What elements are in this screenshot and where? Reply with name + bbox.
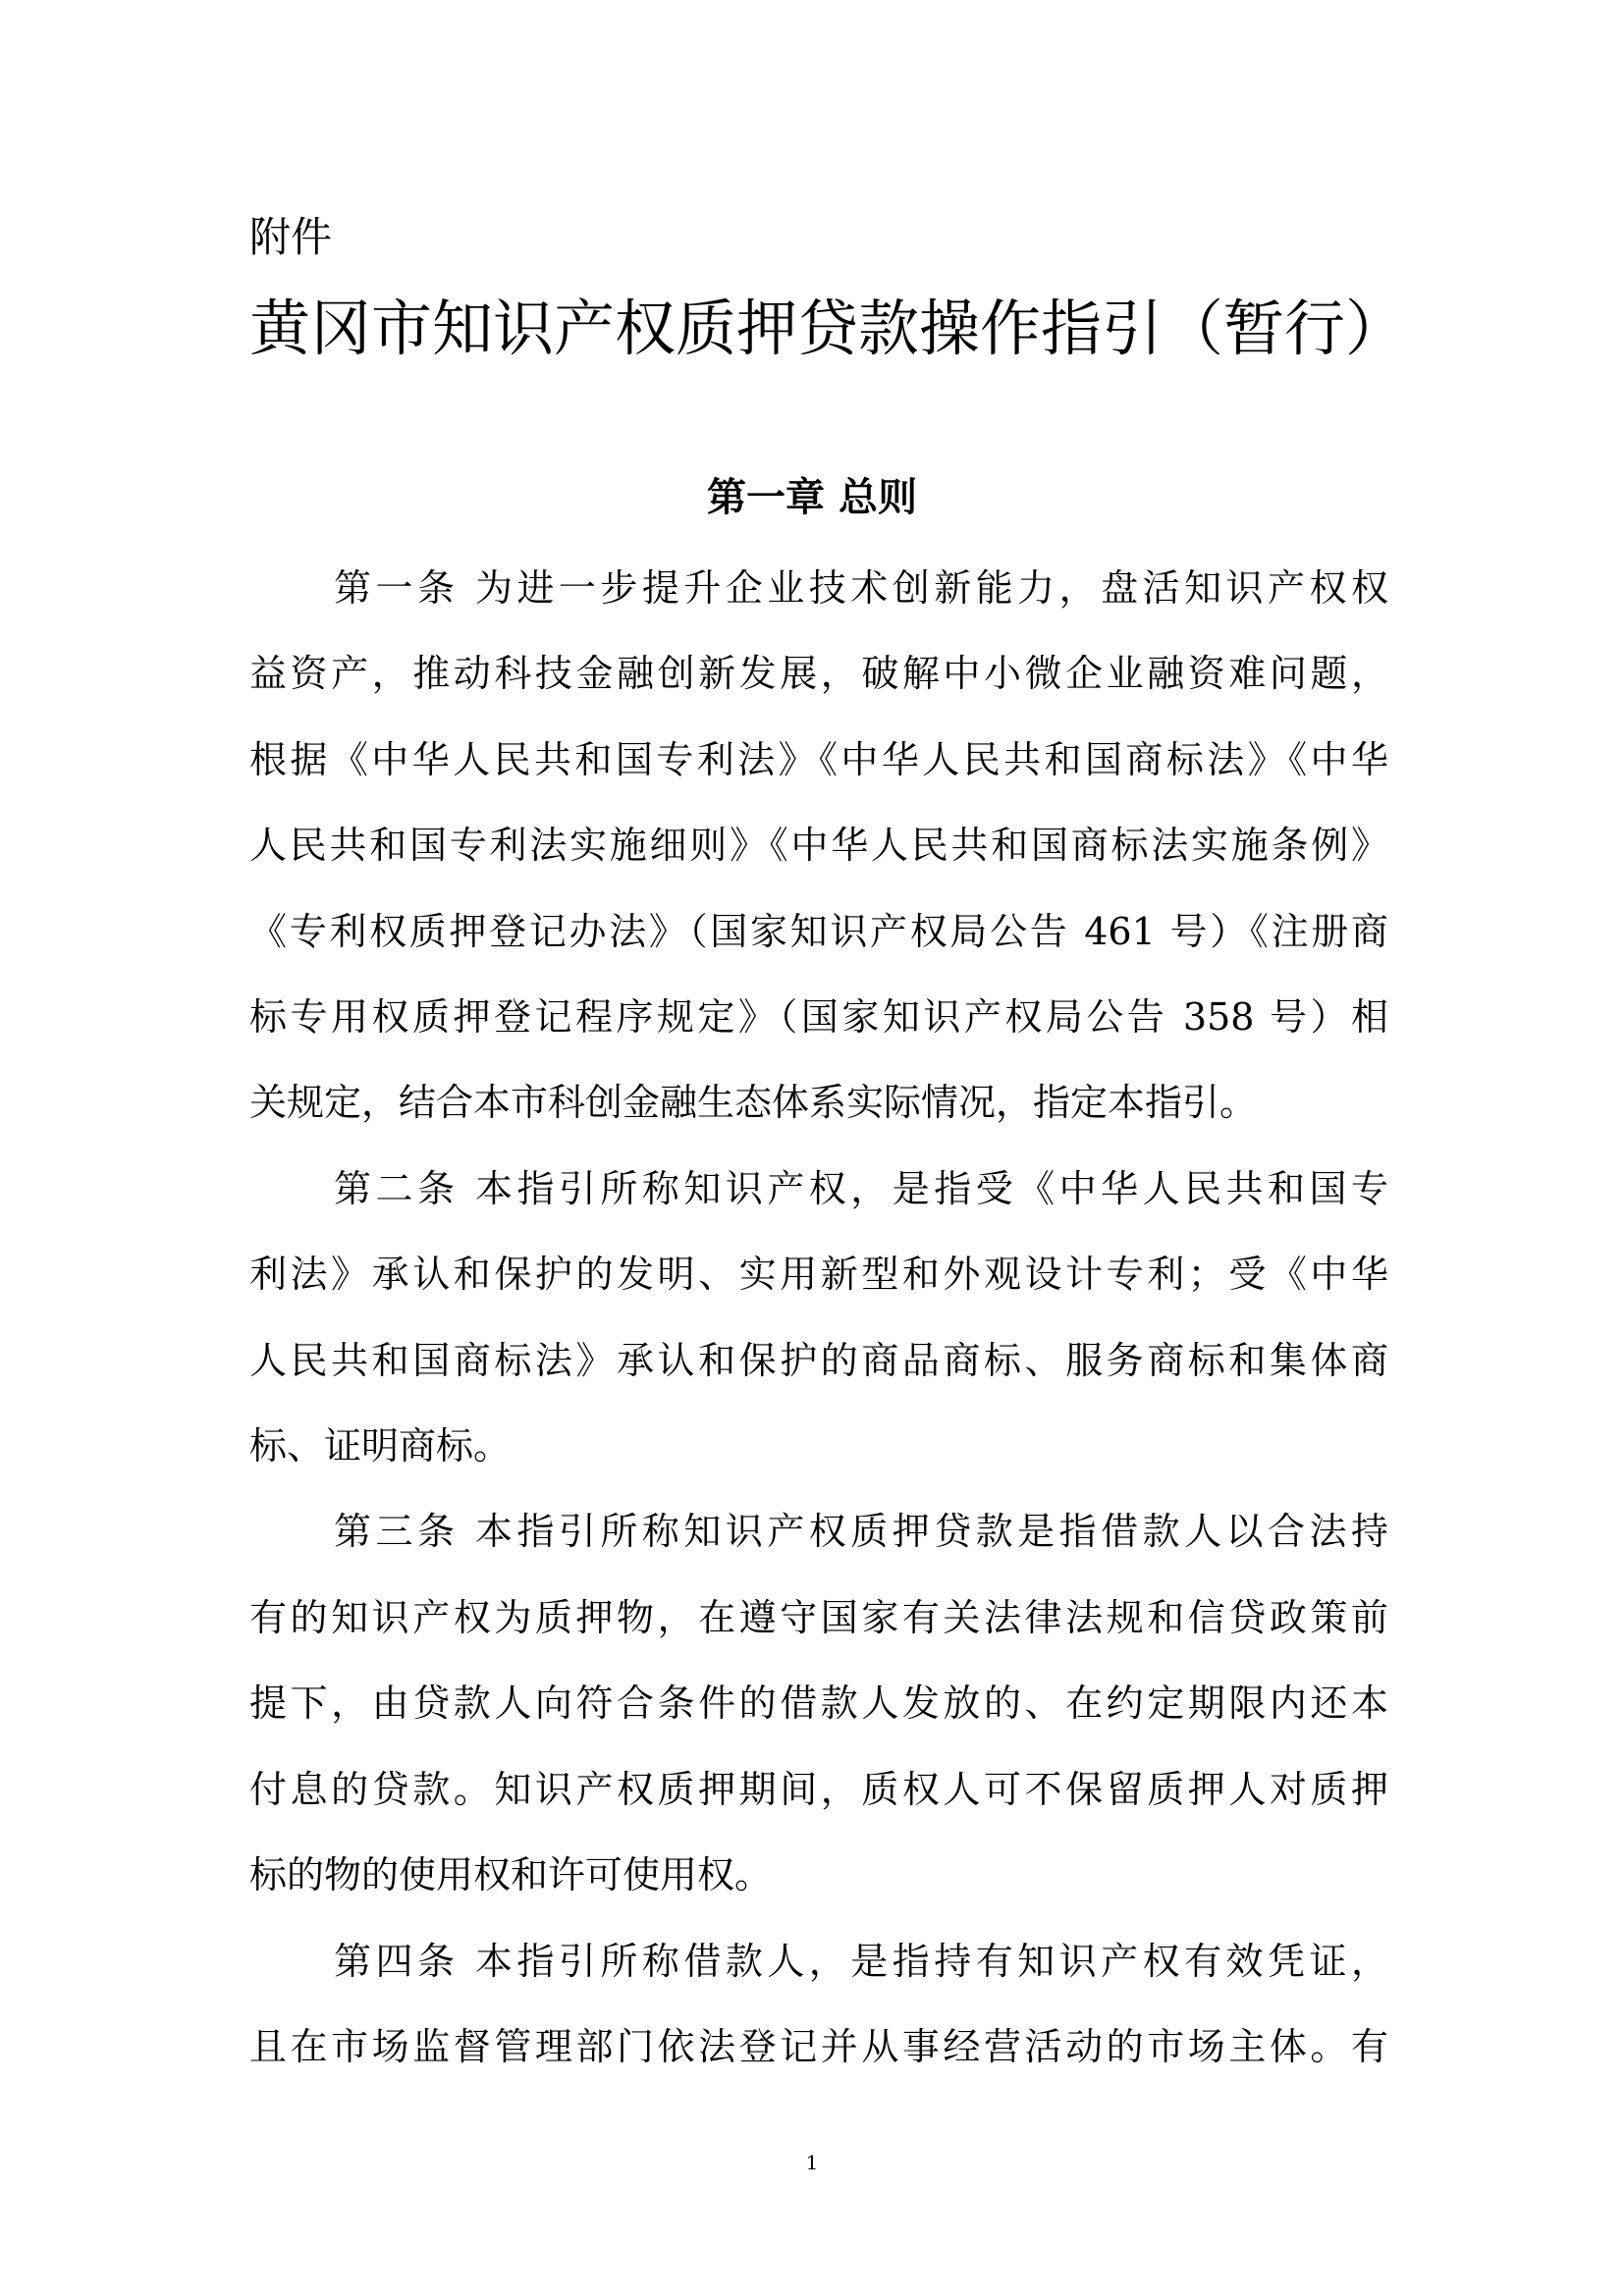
text-line: 第二条 本指引所称知识产权，是指受《中华人民共和国专: [334, 1166, 1388, 1210]
text-line: 第一条 为进一步提升企业技术创新能力，盘活知识产权权: [334, 566, 1388, 610]
text-line: 益资产，推动科技金融创新发展，破解中小微企业融资难问题，: [249, 652, 1388, 696]
document-body: [249, 546, 1388, 2090]
text-line: 利法》承认和保护的发明、实用新型和外观设计专利；受《中华: [249, 1253, 1388, 1297]
text-line: 人民共和国专利法实施细则》《中华人民共和国商标法实施条例》: [249, 824, 1388, 868]
text-line: 关规定，结合本市科创金融生态体系实际情况，指定本指引。: [249, 1081, 1258, 1125]
text-line: 人民共和国商标法》承认和保护的商品商标、服务商标和集体商: [249, 1338, 1388, 1382]
article-3: [249, 1489, 1388, 1918]
page-number: 1: [805, 2151, 819, 2174]
article-1: [249, 546, 1388, 1147]
text-line: 有的知识产权为质押物，在遵守国家有关法律法规和信贷政策前: [249, 1595, 1388, 1639]
article-2: [249, 1147, 1388, 1490]
text-line: 《专利权质押登记办法》（国家知识产权局公告 461 号）《注册商: [249, 909, 1388, 953]
text-line: 标的物的使用权和许可使用权。: [249, 1853, 773, 1897]
text-line: 标、证明商标。: [249, 1424, 512, 1468]
text-line: 且在市场监督管理部门依法登记并从事经营活动的市场主体。有: [249, 2024, 1388, 2068]
text-line: 付息的贷款。知识产权质押期间，质权人可不保留质押人对质押: [249, 1767, 1388, 1811]
chapter-heading: 第一章 总则: [707, 475, 917, 520]
text-line: 第三条 本指引所称知识产权质押贷款是指借款人以合法持: [334, 1510, 1388, 1554]
article-4: [249, 1919, 1388, 2091]
text-line: 提下，由贷款人向符合条件的借款人发放的、在约定期限内还本: [249, 1682, 1388, 1726]
text-line: 根据《中华人民共和国专利法》《中华人民共和国商标法》《中华: [249, 737, 1388, 781]
text-line: 第四条 本指引所称借款人，是指持有知识产权有效凭证，: [334, 1939, 1388, 1983]
document-title: 黄冈市知识产权质押贷款操作指引（暂行）: [249, 293, 1407, 364]
text-line: 标专用权质押登记程序规定》（国家知识产权局公告 358 号）相: [249, 995, 1388, 1040]
attachment-label: 附件: [249, 213, 333, 261]
